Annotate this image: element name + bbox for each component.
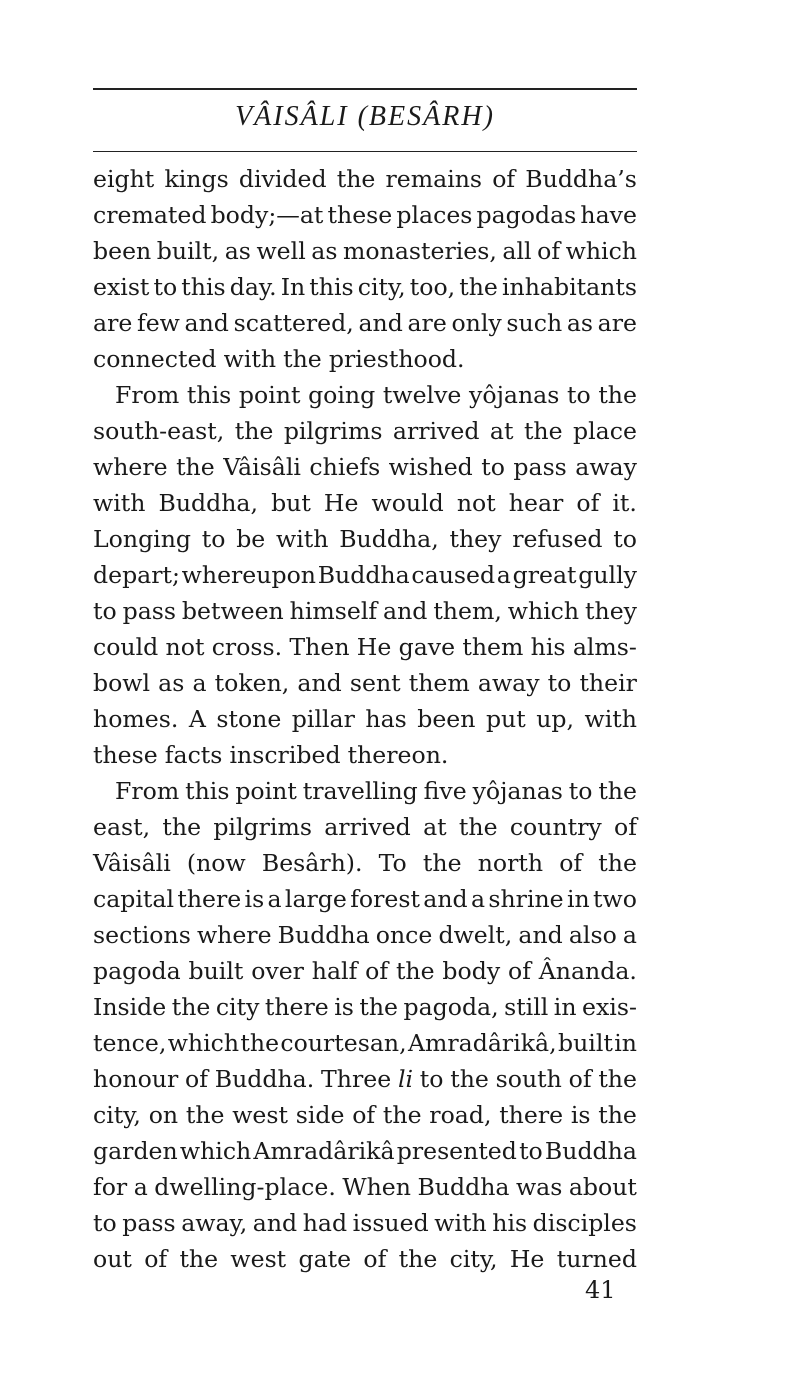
text-line: to pass between himself and them, which they bbox=[93, 597, 637, 625]
text-line: Vâisâli (now Besârh). To the north of the bbox=[93, 849, 637, 877]
text-line: out of the west gate of the city, He turned bbox=[93, 1245, 637, 1273]
running-head: VÂISÂLI (BESÂRH) bbox=[235, 101, 495, 132]
page-number: 41 bbox=[585, 1276, 616, 1304]
text-line: depart; whereupon Buddha caused a great gully bbox=[93, 561, 637, 589]
text-line: these facts inscribed thereon. bbox=[93, 741, 449, 769]
text-line: Longing to be with Buddha, they refused to bbox=[93, 525, 637, 553]
text-line: with Buddha, but He would not hear of it. bbox=[93, 489, 637, 517]
text-line: eight kings divided the remains of Buddha’s bbox=[93, 165, 637, 193]
text-line: capital there is a large forest and a shrine in two bbox=[93, 885, 637, 913]
text-line: Inside the city there is the pagoda, still in exis- bbox=[93, 993, 637, 1021]
header-rule-bottom bbox=[93, 151, 637, 152]
text-line: could not cross. Then He gave them his alms- bbox=[93, 633, 637, 661]
text-line: to pass away, and had issued with his disciples bbox=[93, 1209, 637, 1237]
text-line: where the Vâisâli chiefs wished to pass away bbox=[93, 453, 637, 481]
text-line: tence, which the courtesan, Amradârikâ, built in bbox=[93, 1029, 637, 1057]
text-line: garden which Amradârikâ presented to Buddha bbox=[93, 1137, 637, 1165]
text-line: are few and scattered, and are only such as are bbox=[93, 309, 637, 337]
body-text bbox=[93, 161, 637, 1277]
text-line: been built, as well as monasteries, all of which bbox=[93, 237, 637, 265]
text-line: From this point going twelve yôjanas to the bbox=[115, 381, 637, 409]
text-line: sections where Buddha once dwelt, and also a bbox=[93, 921, 637, 949]
text-line: homes. A stone pillar has been put up, with bbox=[93, 705, 637, 733]
text-line: connected with the priesthood. bbox=[93, 345, 465, 373]
text-line: cremated body;—at these places pagodas have bbox=[93, 201, 637, 229]
text-line: bowl as a token, and sent them away to their bbox=[93, 669, 637, 697]
text-line: south-east, the pilgrims arrived at the place bbox=[93, 417, 637, 445]
text-line: From this point travelling five yôjanas to the bbox=[115, 777, 637, 805]
text-line: honour of Buddha. Three li to the south of the bbox=[93, 1065, 637, 1093]
text-line: east, the pilgrims arrived at the country of bbox=[93, 813, 637, 841]
text-line: exist to this day. In this city, too, the inhabitants bbox=[93, 273, 637, 301]
header-rule-top bbox=[93, 88, 637, 90]
text-line: for a dwelling-place. When Buddha was about bbox=[93, 1173, 637, 1201]
text-line: pagoda built over half of the body of Ânanda. bbox=[93, 957, 637, 985]
text-line: city, on the west side of the road, there is the bbox=[93, 1101, 637, 1129]
